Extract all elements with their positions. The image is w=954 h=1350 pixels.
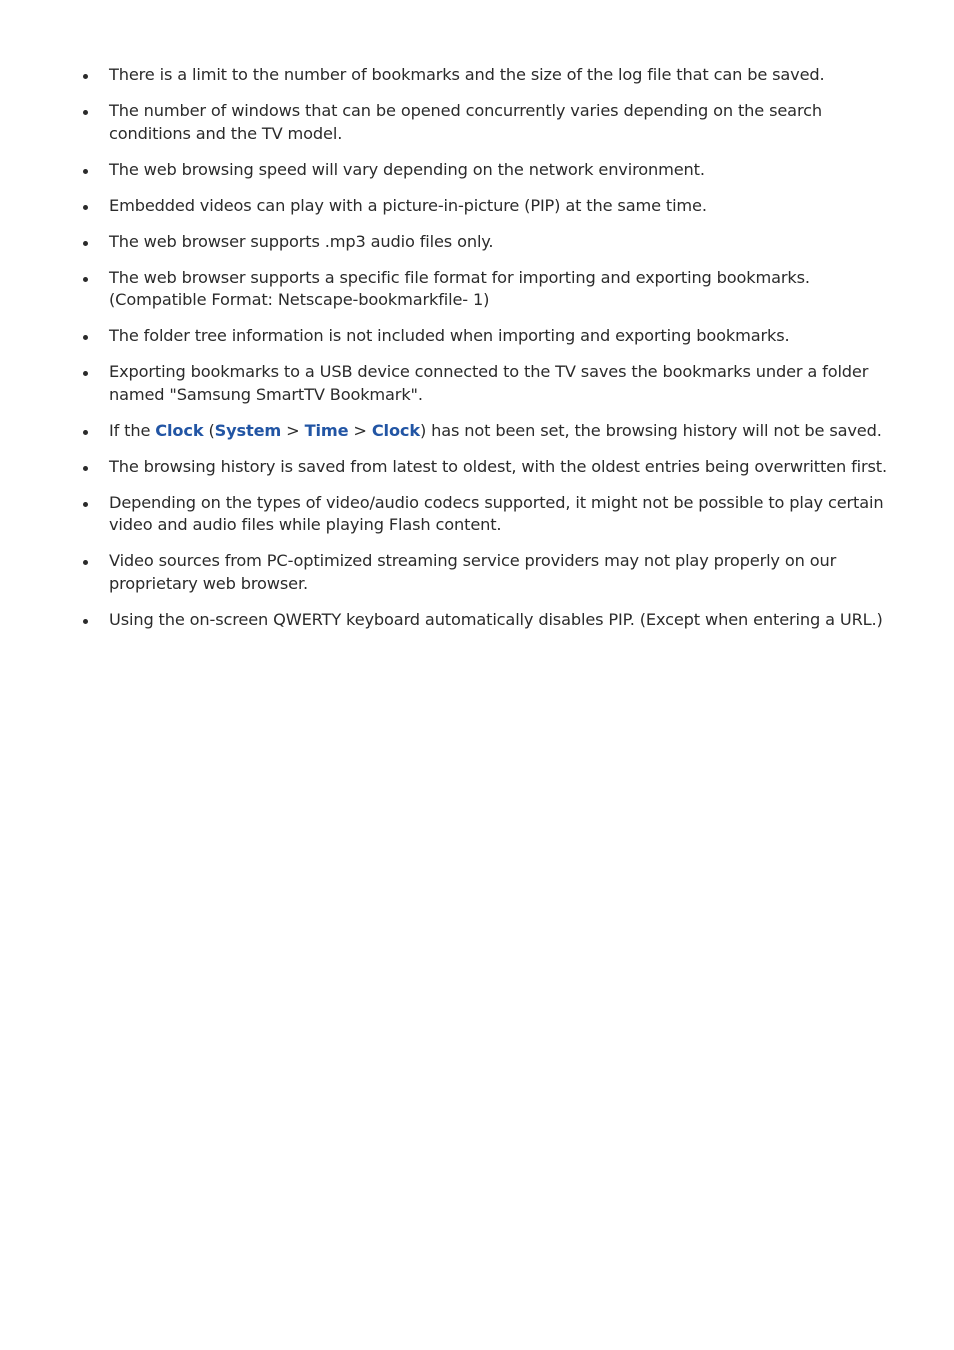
list-item xyxy=(82,492,892,537)
bullet-icon xyxy=(83,560,88,565)
open-paren: ( xyxy=(203,420,215,440)
menu-link-clock[interactable]: Clock xyxy=(155,420,204,440)
list-item xyxy=(82,100,892,145)
note-text-suffix: ) has not been set, the browsing history will not be saved. xyxy=(419,420,882,440)
note-text: Embedded videos can play with a picture-in-picture (PIP) at the same time. xyxy=(109,195,707,215)
menu-link-time[interactable]: Time xyxy=(304,420,349,440)
note-text: Video sources from PC-optimized streaming service providers may not play properly on our proprietary web browser. xyxy=(109,551,837,593)
menu-separator: > xyxy=(348,420,372,440)
menu-link-system[interactable]: System xyxy=(214,420,282,440)
note-text: The browsing history is saved from latest to oldest, with the oldest entries being overwritten first. xyxy=(109,456,887,476)
list-item xyxy=(82,420,892,443)
list-item xyxy=(82,195,892,218)
note-text: Exporting bookmarks to a USB device connected to the TV saves the bookmarks under a folder named "Samsung SmartTV Bookmark". xyxy=(109,362,869,404)
note-text: There is a limit to the number of bookmarks and the size of the log file that can be saved. xyxy=(109,65,825,84)
list-item xyxy=(82,325,892,348)
bullet-icon xyxy=(83,169,88,174)
bullet-icon xyxy=(83,466,88,471)
bullet-icon xyxy=(83,335,88,340)
menu-separator: > xyxy=(281,420,305,440)
bullet-icon xyxy=(83,371,88,376)
bullet-icon xyxy=(83,110,88,115)
bullet-icon xyxy=(83,430,88,435)
list-item xyxy=(82,231,892,254)
note-text: The web browser supports .mp3 audio files only. xyxy=(109,231,494,251)
bullet-icon xyxy=(83,619,88,624)
list-item xyxy=(82,64,892,87)
bullet-icon xyxy=(83,74,88,79)
list-item xyxy=(82,609,892,632)
note-text: The folder tree information is not included when importing and exporting bookmarks. xyxy=(109,326,790,345)
list-item xyxy=(82,456,892,479)
note-text: The web browser supports a specific file format for importing and exporting bookmarks. (Compatible Format: Netscape-bookmarkfile- 1) xyxy=(109,267,810,309)
bullet-icon xyxy=(83,502,88,507)
bullet-icon xyxy=(83,241,88,246)
list-item xyxy=(82,159,892,182)
notes-list xyxy=(82,64,892,645)
list-item xyxy=(82,267,892,312)
list-item xyxy=(82,361,892,406)
bullet-icon xyxy=(83,277,88,282)
note-text-prefix: If the xyxy=(109,420,156,440)
note-text: Using the on-screen QWERTY keyboard automatically disables PIP. (Except when entering a URL.) xyxy=(109,609,883,629)
note-text: Depending on the types of video/audio codecs supported, it might not be possible to play certain video and audio files while playing Flash content. xyxy=(109,492,884,534)
bullet-icon xyxy=(83,205,88,210)
menu-link-clock-2[interactable]: Clock xyxy=(371,420,420,440)
note-text: The web browsing speed will vary depending on the network environment. xyxy=(109,159,705,179)
note-text: The number of windows that can be opened concurrently varies depending on the search conditions and the TV model. xyxy=(109,101,822,143)
list-item xyxy=(82,550,892,595)
